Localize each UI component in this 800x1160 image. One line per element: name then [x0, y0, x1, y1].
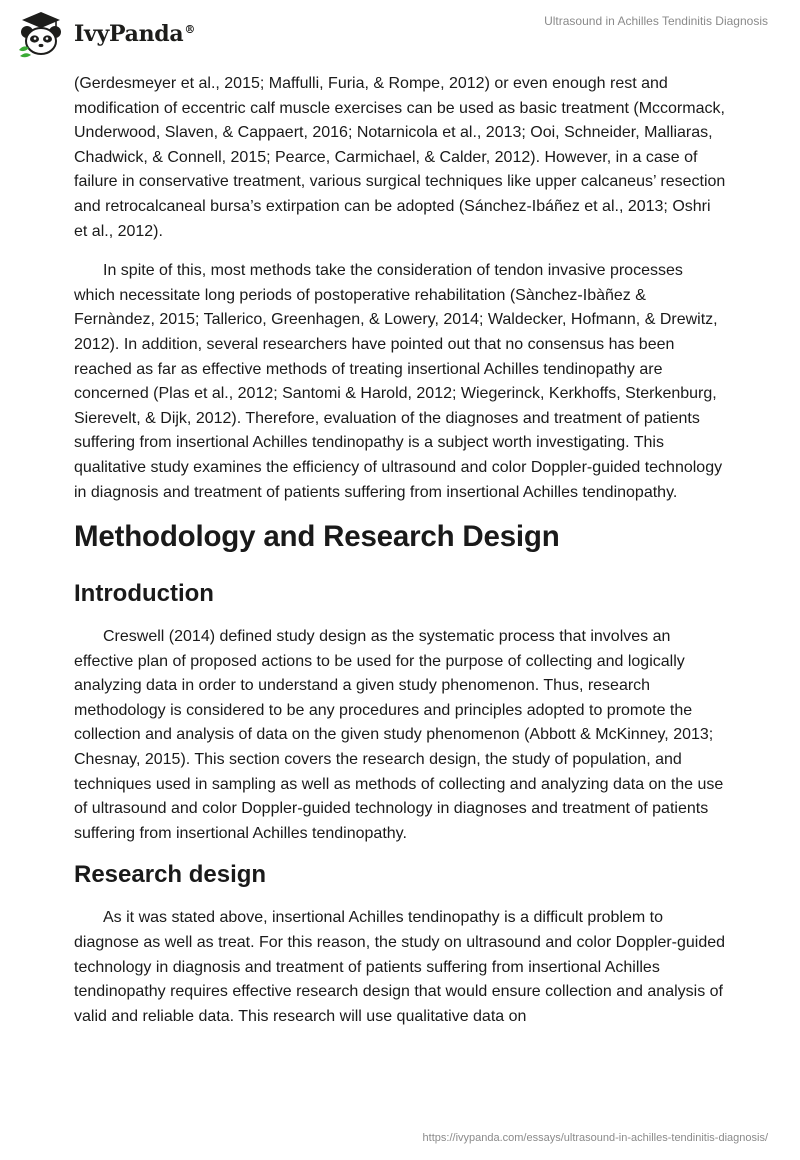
- paragraph-4: As it was stated above, insertional Achilles tendinopathy is a difficult problem to diagnose as well as treat. For this reason, the study on ultrasound and color Doppler-guided technology in diagnosis and treatment of patients suffering from insertional Achilles tendinopathy requires effective research design that would ensure collection and analysis of valid and reliable data. This research will use qualitative data on: [74, 909, 726, 1025]
- registered-mark: ®: [184, 22, 196, 36]
- ivypanda-logo[interactable]: [16, 10, 195, 58]
- section-heading-methodology: Methodology and Research Design: [74, 520, 560, 554]
- essay-content: [74, 72, 726, 1044]
- running-title: Ultrasound in Achilles Tendinitis Diagnosis: [544, 14, 768, 28]
- footer-url[interactable]: https://ivypanda.com/essays/ultrasound-in-achilles-tendinitis-diagnosis/: [422, 1132, 768, 1144]
- brand-name: IvyPanda®: [74, 21, 196, 47]
- paragraph-3: Creswell (2014) defined study design as the systematic process that involves an effective plan of proposed actions to be used for the purpose of collecting and logically analyzing data in order to understand a given study phenomenon. Thus, research methodology is considered to be any procedures and principles adopted to promote the collection and analysis of data on the given study phenomenon (Abbott & McKinney, 2013; Chesnay, 2015). This section covers the research design, the study of population, and techniques used in sampling as well as methods of collecting and analyzing data on the use of ultrasound and color Doppler-guided technology in diagnoses and treatment of patients suffering from insertional Achilles tendinopathy.: [74, 628, 724, 842]
- page-header: [0, 0, 800, 70]
- panda-graduate-icon: [16, 10, 66, 58]
- paragraph-1: (Gerdesmeyer et al., 2015; Maffulli, Furia, & Rompe, 2012) or even enough rest and modification of eccentric calf muscle exercises can be used as basic treatment (Mccormack, Underwood, Slaven, & Cappaert, 2016; Notarnicola et al., 2013; Ooi, Schneider, Malliaras, Chadwick, & Connell, 2015; Pearce, Carmichael, & Calder, 2012). However, in a case of failure in conservative treatment, various surgical techniques like upper calcaneus’ resection and retrocalcaneal bursa’s extirpation can be adopted (Sánchez-Ibáñez et al., 2013; Oshri et al., 2012).: [74, 75, 726, 240]
- paragraph-2: In spite of this, most methods take the consideration of tendon invasive processes which necessitate long periods of postoperative rehabilitation (Sànchez-Ibàñez & Fernàndez, 2015; Tallerico, Greenhagen, & Lowery, 2014; Waldecker, Hofmann, & Drewitz, 2012). In addition, several researchers have pointed out that no consensus has been reached as far as effective methods of treating insertional Achilles tendinopathy are concerned (Plas et al., 2012; Santomi & Harold, 2012; Wiegerinck, Kerkhoffs, Sterkenburg, Sierevelt, & Dijk, 2012). Therefore, evaluation of the diagnoses and treatment of patients suffering from insertional Achilles tendinopathy is a subject worth investigating. This qualitative study examines the efficiency of ultrasound and color Doppler-guided technology in diagnosis and treatment of patients suffering from insertional Achilles tendinopathy.: [74, 262, 723, 501]
- subheading-research-design: Research design: [74, 861, 267, 889]
- subheading-introduction: Introduction: [74, 580, 214, 608]
